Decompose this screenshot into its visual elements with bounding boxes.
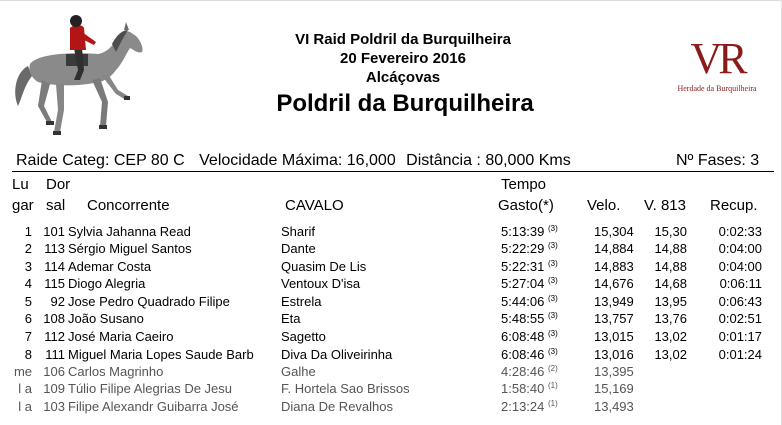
cell-tempo bbox=[501, 241, 558, 256]
tempo-value: 2:13:24 bbox=[501, 399, 545, 414]
fase-marker: (3) bbox=[548, 276, 558, 285]
cell-recup: 0:01:24 bbox=[718, 347, 762, 362]
race-info-line bbox=[16, 152, 776, 170]
cell-cavalo: Sharif bbox=[281, 224, 315, 239]
phase-count: Nº Fases: 3 bbox=[676, 152, 760, 169]
cell-v813: 13,76 bbox=[654, 311, 687, 326]
cell-cavalo: Dante bbox=[281, 241, 316, 256]
cell-recup: 0:04:00 bbox=[718, 241, 762, 256]
col-dorsal-line1: Dor bbox=[46, 176, 71, 193]
cell-tempo bbox=[501, 259, 558, 274]
table-row bbox=[0, 294, 782, 312]
cell-v813: 13,02 bbox=[654, 347, 687, 362]
cell-tempo bbox=[501, 311, 558, 326]
cell-tempo bbox=[501, 294, 558, 309]
cell-concorrente: Jose Pedro Quadrado Filipe bbox=[68, 294, 230, 309]
cell-tempo bbox=[501, 329, 558, 344]
cell-lugar: 5 bbox=[24, 294, 32, 309]
tempo-value: 5:27:04 bbox=[501, 276, 545, 291]
cell-cavalo: Diva Da Oliveirinha bbox=[281, 347, 393, 362]
cell-lugar: l a bbox=[18, 381, 32, 396]
cell-tempo bbox=[501, 276, 558, 291]
cell-concorrente: Miguel Maria Lopes Saude Barb bbox=[68, 347, 254, 362]
cell-cavalo: Ventoux D'isa bbox=[281, 276, 361, 291]
cell-cavalo: Diana De Revalhos bbox=[281, 399, 394, 414]
tempo-value: 1:58:40 bbox=[501, 381, 545, 396]
col-lugar-line2: gar bbox=[12, 197, 34, 214]
cell-concorrente: Ademar Costa bbox=[68, 259, 152, 274]
cell-tempo bbox=[501, 399, 558, 414]
cell-recup: 0:02:33 bbox=[718, 224, 762, 239]
cell-recup: 0:06:11 bbox=[719, 276, 762, 291]
frame-top-border bbox=[0, 0, 781, 1]
cell-velo: 13,493 bbox=[594, 399, 634, 414]
cell-dorsal: 111 bbox=[45, 347, 65, 362]
cell-concorrente: José Maria Caeiro bbox=[68, 329, 174, 344]
cell-dorsal: 101 bbox=[43, 224, 65, 239]
cell-v813: 14,68 bbox=[654, 276, 687, 291]
col-cavalo: CAVALO bbox=[285, 197, 344, 214]
tempo-value: 4:28:46 bbox=[501, 364, 545, 379]
cell-cavalo: Galhe bbox=[281, 364, 316, 379]
cell-recup: 0:06:43 bbox=[718, 294, 762, 309]
cell-lugar: 1 bbox=[24, 224, 32, 239]
cell-dorsal: 108 bbox=[43, 311, 65, 326]
cell-velo: 14,884 bbox=[594, 241, 634, 256]
cell-velo: 13,016 bbox=[594, 347, 634, 362]
col-v813: V. 813 bbox=[644, 197, 686, 214]
col-lugar-line1: Lu bbox=[12, 176, 29, 193]
table-row bbox=[0, 347, 782, 365]
tempo-value: 5:22:31 bbox=[501, 259, 545, 274]
table-row bbox=[0, 311, 782, 329]
vr-logo bbox=[667, 36, 767, 100]
cell-cavalo: Sagetto bbox=[281, 329, 326, 344]
col-tempo-line1: Tempo bbox=[501, 176, 547, 193]
event-location: Alcáçovas bbox=[365, 69, 441, 86]
cell-lugar: 6 bbox=[24, 311, 32, 326]
table-row bbox=[0, 364, 782, 382]
cell-cavalo: Quasim De Lis bbox=[281, 259, 367, 274]
tempo-value: 5:22:29 bbox=[501, 241, 545, 256]
tempo-value: 6:08:46 bbox=[501, 347, 545, 362]
logo-mark: VR bbox=[690, 34, 744, 83]
cell-recup: 0:02:51 bbox=[718, 311, 762, 326]
event-date: 20 Fevereiro 2016 bbox=[340, 50, 466, 67]
cell-dorsal: 114 bbox=[44, 259, 65, 274]
cell-concorrente: Carlos Magrinho bbox=[68, 364, 164, 379]
cell-cavalo: Eta bbox=[281, 311, 301, 326]
event-name: VI Raid Poldril da Burquilheira bbox=[295, 31, 511, 48]
cell-dorsal: 92 bbox=[50, 294, 65, 309]
distance: Distância : 80,000 Kms bbox=[406, 152, 571, 169]
cell-velo: 15,169 bbox=[594, 381, 634, 396]
fase-marker: (2) bbox=[548, 364, 558, 373]
cell-concorrente: João Susano bbox=[68, 311, 144, 326]
race-category: Raide Categ: CEP 80 C bbox=[16, 152, 185, 169]
cell-recup: 0:01:17 bbox=[718, 329, 762, 344]
cell-velo: 13,757 bbox=[594, 311, 634, 326]
tempo-value: 5:44:06 bbox=[501, 294, 545, 309]
cell-v813: 14,88 bbox=[654, 259, 687, 274]
cell-velo: 15,304 bbox=[594, 224, 634, 239]
fase-marker: (3) bbox=[548, 259, 558, 268]
fase-marker: (1) bbox=[548, 381, 558, 390]
cell-v813: 13,02 bbox=[654, 329, 687, 344]
fase-marker: (3) bbox=[548, 329, 558, 338]
cell-lugar: 2 bbox=[24, 241, 32, 256]
cell-velo: 14,883 bbox=[594, 259, 634, 274]
cell-dorsal: 112 bbox=[44, 329, 65, 344]
cell-lugar: l a bbox=[18, 399, 32, 414]
cell-v813: 13,95 bbox=[654, 294, 687, 309]
cell-tempo bbox=[501, 224, 558, 239]
table-row bbox=[0, 276, 782, 294]
table-row bbox=[0, 259, 782, 277]
cell-lugar: 4 bbox=[24, 276, 32, 291]
cell-recup: 0:04:00 bbox=[718, 259, 762, 274]
cell-v813: 15,30 bbox=[654, 224, 687, 239]
fase-marker: (3) bbox=[548, 347, 558, 356]
tempo-value: 5:48:55 bbox=[501, 311, 545, 326]
cell-velo: 13,949 bbox=[594, 294, 634, 309]
cell-lugar: 3 bbox=[24, 259, 32, 274]
tempo-value: 5:13:39 bbox=[501, 224, 545, 239]
cell-cavalo: F. Hortela Sao Brissos bbox=[281, 381, 410, 396]
col-concorrente: Concorrente bbox=[87, 197, 170, 214]
cell-lugar: 8 bbox=[24, 347, 32, 362]
cell-concorrente: Diogo Alegria bbox=[68, 276, 146, 291]
fase-marker: (3) bbox=[548, 224, 558, 233]
page-title: Poldril da Burquilheira bbox=[276, 90, 534, 117]
cell-dorsal: 103 bbox=[43, 399, 65, 414]
table-row bbox=[0, 241, 782, 259]
cell-tempo bbox=[501, 347, 558, 362]
cell-cavalo: Estrela bbox=[281, 294, 322, 309]
cell-concorrente: Túlio Filipe Alegrias De Jesu bbox=[68, 381, 233, 396]
cell-lugar: 7 bbox=[24, 329, 32, 344]
table-row bbox=[0, 399, 782, 417]
cell-dorsal: 106 bbox=[43, 364, 65, 379]
cell-concorrente: Filipe Alexandr Guibarra José bbox=[68, 399, 239, 414]
table-row bbox=[0, 224, 782, 242]
table-row bbox=[0, 381, 782, 399]
cell-velo: 13,015 bbox=[594, 329, 634, 344]
fase-marker: (3) bbox=[548, 294, 558, 303]
table-row bbox=[0, 329, 782, 347]
cell-dorsal: 115 bbox=[44, 276, 65, 291]
logo-text: Herdade da Burquilheira bbox=[677, 84, 757, 93]
fase-marker: (1) bbox=[548, 399, 558, 408]
cell-v813: 14,88 bbox=[654, 241, 687, 256]
col-dorsal-line2: sal bbox=[46, 197, 66, 214]
tempo-value: 6:08:48 bbox=[501, 329, 545, 344]
col-velo: Velo. bbox=[587, 197, 621, 214]
cell-tempo bbox=[501, 364, 558, 379]
cell-concorrente: Sérgio Miguel Santos bbox=[68, 241, 192, 256]
max-speed: Velocidade Máxima: 16,000 bbox=[199, 152, 396, 169]
fase-marker: (3) bbox=[548, 241, 558, 250]
col-tempo-line2: Gasto(*) bbox=[498, 197, 554, 214]
col-recup: Recup. bbox=[710, 197, 758, 214]
header-rule bbox=[12, 171, 774, 172]
cell-dorsal: 113 bbox=[44, 241, 65, 256]
cell-velo: 14,676 bbox=[594, 276, 634, 291]
cell-tempo bbox=[501, 381, 558, 396]
cell-lugar: me bbox=[13, 364, 32, 379]
cell-velo: 13,395 bbox=[594, 364, 634, 379]
cell-dorsal: 109 bbox=[43, 381, 65, 396]
cell-concorrente: Sylvia Jahanna Read bbox=[68, 224, 191, 239]
fase-marker: (3) bbox=[548, 311, 558, 320]
